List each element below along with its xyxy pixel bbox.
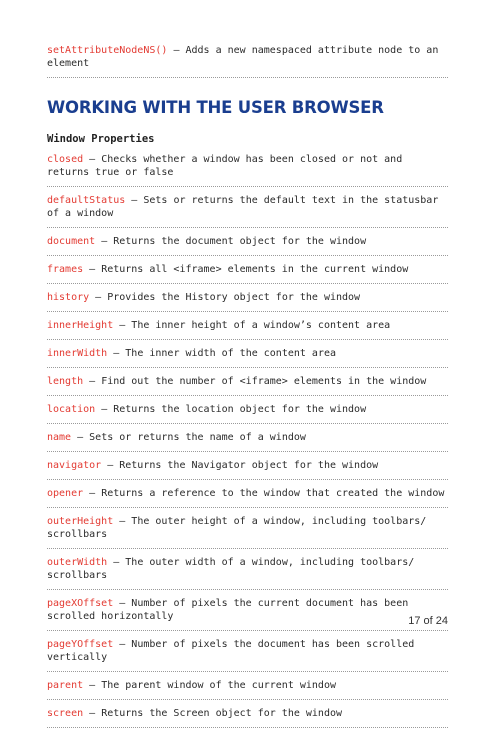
entry-term: document	[47, 236, 96, 247]
entry-description: Number of pixels the document has been scrolled vertically	[47, 639, 415, 663]
entry-term: setAttributeNodeNS()	[47, 45, 168, 56]
subsection-title: Window Properties	[47, 133, 155, 145]
entry-description: Sets or returns the default text in the statusbar of a window	[47, 195, 439, 219]
entry-description: The outer width of a window, including toolbars/ scrollbars	[47, 557, 415, 581]
entry-separator: —	[71, 432, 90, 443]
entry-separator: —	[89, 292, 108, 303]
document-page	[47, 0, 448, 733]
entry-separator: —	[83, 264, 102, 275]
entry-term: innerHeight	[47, 320, 114, 331]
entry-description: Number of pixels the current document has been scrolled horizontally	[47, 598, 409, 622]
property-entry	[47, 261, 448, 284]
entry-description: Returns the Screen object for the window	[101, 708, 343, 719]
entry-description: Returns a reference to the window that created the window	[101, 488, 445, 499]
property-entry	[47, 513, 448, 549]
entry-separator: —	[83, 488, 102, 499]
property-entry	[47, 595, 448, 631]
page-number: 17 of 24	[408, 615, 448, 627]
entry-description: Sets or returns the name of a window	[89, 432, 306, 443]
property-entry	[47, 554, 448, 590]
entry-separator: —	[113, 320, 132, 331]
entry-description: Returns the location object for the window	[113, 404, 367, 415]
property-entry	[47, 705, 448, 728]
entry-separator: —	[113, 598, 132, 609]
entry-description: Find out the number of <iframe> elements in the window	[101, 376, 427, 387]
entry-separator: —	[83, 680, 102, 691]
entry-term: navigator	[47, 460, 102, 471]
entry-term: outerHeight	[47, 516, 114, 527]
entry-term: frames	[47, 264, 84, 275]
entry-separator: —	[95, 236, 114, 247]
property-entry	[47, 317, 448, 340]
entry-separator: —	[83, 154, 102, 165]
entry-separator: —	[107, 348, 126, 359]
entry-description: The inner width of the content area	[125, 348, 336, 359]
entry-separator: —	[113, 639, 132, 650]
property-entry	[47, 192, 448, 228]
entry-description: Returns the document object for the window	[113, 236, 367, 247]
property-entry	[47, 677, 448, 700]
entry-term: location	[47, 404, 96, 415]
property-entry	[47, 373, 448, 396]
entry-description: Adds a new namespaced attribute node to an element	[47, 45, 439, 69]
entry-term: closed	[47, 154, 84, 165]
entry-term: length	[47, 376, 84, 387]
entry-separator: —	[167, 45, 186, 56]
entry-description: Checks whether a window has been closed or not and returns true or false	[47, 154, 403, 178]
entry-separator: —	[101, 460, 120, 471]
entry-description: Provides the History object for the window	[107, 292, 361, 303]
entry-separator: —	[95, 404, 114, 415]
property-entry	[47, 289, 448, 312]
entry-separator: —	[83, 376, 102, 387]
property-entry	[47, 151, 448, 187]
entry-description: Returns all <iframe> elements in the current window	[101, 264, 409, 275]
window-properties-list	[47, 151, 448, 728]
property-entry	[47, 345, 448, 368]
property-entry	[47, 457, 448, 480]
entry-term: history	[47, 292, 90, 303]
entry-description: The inner height of a window’s content area	[131, 320, 391, 331]
property-entry	[47, 233, 448, 256]
entry-term: name	[47, 432, 72, 443]
entry-term: screen	[47, 708, 84, 719]
entry-separator: —	[107, 557, 126, 568]
entry-term: parent	[47, 680, 84, 691]
entry-term: innerWidth	[47, 348, 108, 359]
intro-entry	[47, 42, 448, 78]
entry-term: opener	[47, 488, 84, 499]
entry-term: outerWidth	[47, 557, 108, 568]
property-entry	[47, 429, 448, 452]
entry-description: The outer height of a window, including toolbars/ scrollbars	[47, 516, 427, 540]
entry-term: defaultStatus	[47, 195, 126, 206]
entry-description: The parent window of the current window	[101, 680, 336, 691]
entry-separator: —	[113, 516, 132, 527]
entry-separator: —	[83, 708, 102, 719]
property-entry	[47, 485, 448, 508]
entry-term: pageXOffset	[47, 598, 114, 609]
property-entry	[47, 401, 448, 424]
entry-separator: —	[125, 195, 144, 206]
section-title: WORKING WITH THE USER BROWSER	[47, 98, 384, 117]
entry-description: Returns the Navigator object for the window	[119, 460, 379, 471]
entry-term: pageYOffset	[47, 639, 114, 650]
property-entry	[47, 636, 448, 672]
